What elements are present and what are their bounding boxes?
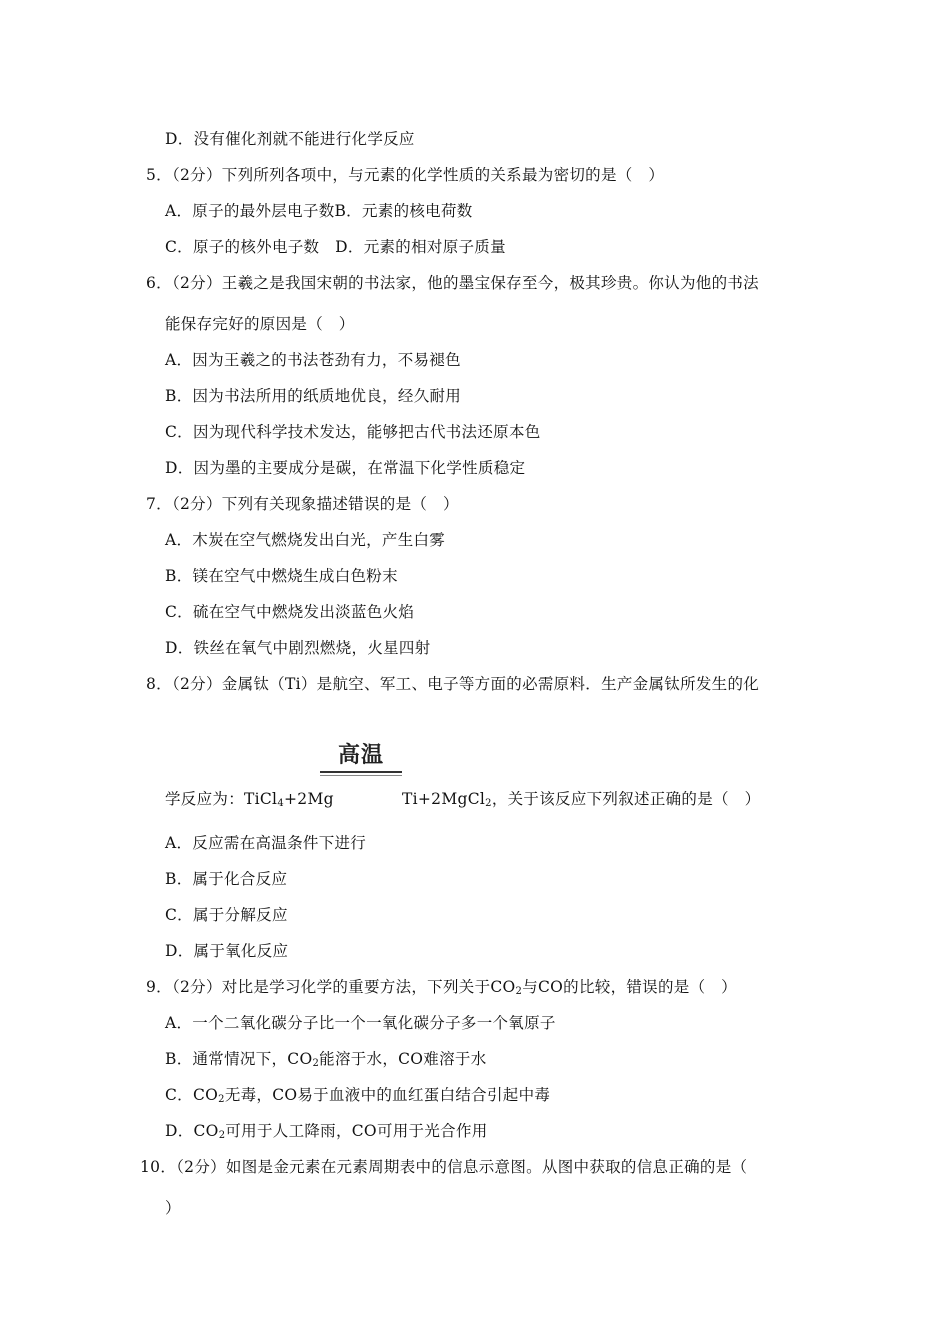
q8-option-d: D．属于氧化反应 [165,942,289,960]
q6-option-d: D．因为墨的主要成分是碳，在常温下化学性质稳定 [165,459,526,477]
q6-option-c: C．因为现代科学技术发达，能够把古代书法还原本色 [165,423,541,441]
q9-option-d [165,1119,488,1141]
q9-stem-b: 与CO的比较，错误的是（ ） [522,978,737,996]
q8-equation-lhs [165,787,334,809]
q9-option-c [165,1083,550,1105]
eq-suffix: ，关于该反应下列叙述正确的是（ ） [491,790,761,808]
reaction-condition [320,738,402,776]
q7-stem: 7．（2分）下列有关现象描述错误的是（ ） [146,495,459,513]
q9-option-c-sub: 2 [218,1094,225,1105]
q5-options-cd: C．原子的核外电子数 D．元素的相对原子质量 [165,238,506,256]
q9-option-d-b: 可用于人工降雨，CO可用于光合作用 [225,1122,488,1140]
eq-rhs: Ti+2MgCl [402,790,486,808]
q6-option-a: A．因为王羲之的书法苍劲有力，不易褪色 [165,351,461,369]
eq-subscript-2: 2 [485,798,492,809]
eq-prefix: 学反应为：TiCl [165,790,278,808]
q5-options-ab: A．原子的最外层电子数B．元素的核电荷数 [165,202,473,220]
q10-stem: 10．（2分）如图是金元素在元素周期表中的信息示意图。从图中获取的信息正确的是（ [140,1158,748,1176]
q7-option-c: C．硫在空气中燃烧发出淡蓝色火焰 [165,603,415,621]
q9-option-b-sub: 2 [312,1058,320,1069]
q9-option-b [165,1047,487,1069]
q9-option-a: A．一个二氧化碳分子比一个一氧化碳分子多一个氧原子 [165,1014,556,1032]
q6-stem: 6．（2分）王羲之是我国宋朝的书法家，他的墨宝保存至今，极其珍贵。你认为他的书法 [146,274,759,292]
q9-option-d-sub: 2 [218,1130,226,1141]
reaction-arrow-line-lower [320,775,402,776]
q5-stem: 5．（2分）下列所列各项中，与元素的化学性质的关系最为密切的是（ ） [146,166,665,184]
q9-option-c-b: 无毒，CO易于血液中的血红蛋白结合引起中毒 [224,1086,551,1104]
q8-option-c: C．属于分解反应 [165,906,288,924]
q6-stem-continued: 能保存完好的原因是（ ） [165,315,355,333]
q9-stem-subscript: 2 [515,986,523,997]
q7-option-b: B．镁在空气中燃烧生成白色粉末 [165,567,398,585]
q8-equation-rhs [402,787,760,809]
q9-option-b-b: 能溶于水，CO难溶于水 [319,1050,487,1068]
q9-option-d-a: D．CO [165,1122,219,1140]
q8-option-b: B．属于化合反应 [165,870,288,888]
q9-stem-a: 9．（2分）对比是学习化学的重要方法，下列关于CO [146,978,516,996]
q7-option-d: D．铁丝在氧气中剧烈燃烧，火星四射 [165,639,431,657]
reaction-condition-text: 高温 [337,743,384,768]
q9-stem [146,975,737,997]
q9-option-c-a: C．CO [165,1086,219,1104]
q8-stem: 8．（2分）金属钛（Ti）是航空、军工、电子等方面的必需原料．生产金属钛所发生的化 [146,675,760,693]
q7-option-a: A．木炭在空气燃烧发出白光，产生白雾 [165,531,446,549]
q6-option-b: B．因为书法所用的纸质地优良，经久耐用 [165,387,462,405]
eq-mid: +2Mg [284,790,334,808]
q4-option-d: D．没有催化剂就不能进行化学反应 [165,130,415,148]
q10-stem-continued: ） [165,1199,181,1217]
q9-option-b-a: B．通常情况下，CO [165,1050,313,1068]
reaction-arrow-line [320,771,402,773]
eq-subscript-4: 4 [277,798,284,809]
q8-option-a: A．反应需在高温条件下进行 [165,834,367,852]
